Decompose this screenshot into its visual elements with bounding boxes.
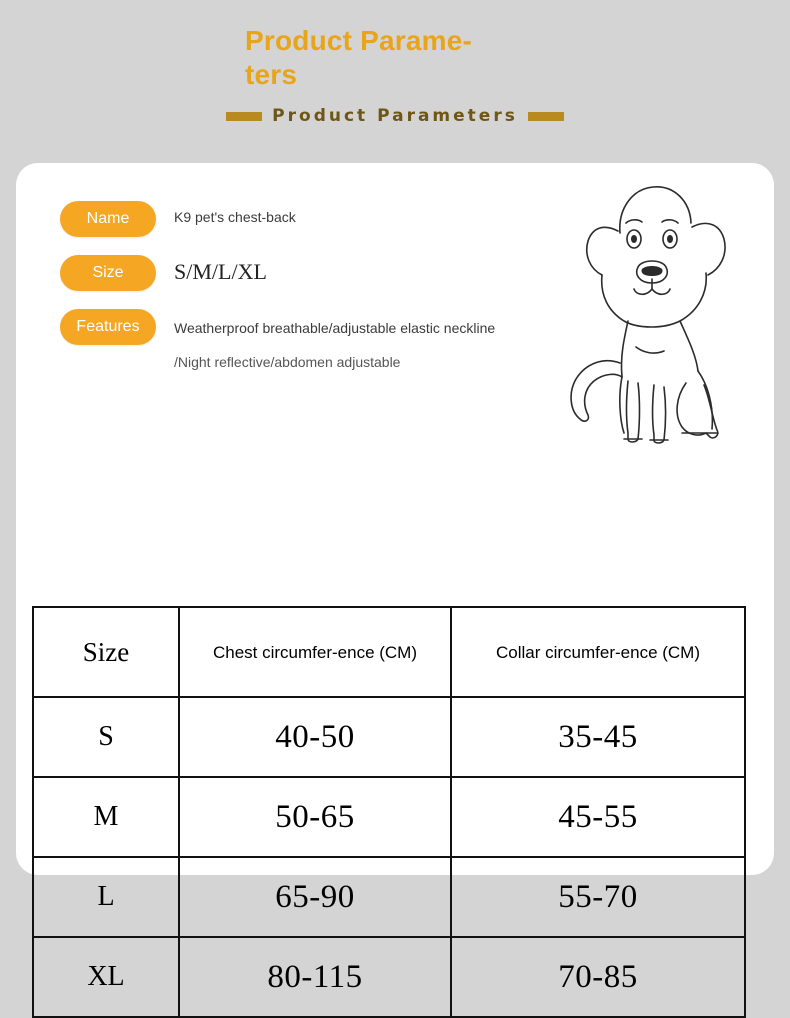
spec-value-size: S/M/L/XL xyxy=(174,259,267,284)
cell-chest-xl: 80-115 xyxy=(179,937,451,1017)
table-row xyxy=(33,857,745,937)
cell-collar-m: 45-55 xyxy=(451,777,745,857)
cell-chest-l: 65-90 xyxy=(179,857,451,937)
cell-collar-xl: 70-85 xyxy=(451,937,745,1017)
subtitle-row xyxy=(0,106,790,126)
header-collar: Collar circumfer-ence (CM) xyxy=(451,607,745,697)
spec-row-name xyxy=(60,201,620,237)
spec-list xyxy=(60,201,620,397)
table-row xyxy=(33,697,745,777)
spec-row-size xyxy=(60,255,620,291)
cell-collar-s: 35-45 xyxy=(451,697,745,777)
spec-value-features xyxy=(174,309,495,379)
page-header xyxy=(0,0,790,126)
spec-value-name: K9 pet's chest-back xyxy=(174,209,296,225)
size-table xyxy=(32,606,746,1018)
size-table-wrap xyxy=(32,606,744,1018)
subtitle-bar-left-icon xyxy=(226,112,262,121)
spec-value-features-line1: Weatherproof breathable/adjustable elastic neckline xyxy=(174,320,496,336)
cell-collar-l: 55-70 xyxy=(451,857,745,937)
table-row xyxy=(33,777,745,857)
cell-size-m: M xyxy=(33,777,179,857)
spec-row-features xyxy=(60,309,620,379)
header-chest: Chest circumfer-ence (CM) xyxy=(179,607,451,697)
subtitle-bar-right-icon xyxy=(528,112,564,121)
cell-size-l: L xyxy=(33,857,179,937)
page-title: Product Parame-ters xyxy=(245,25,473,90)
header-size: Size xyxy=(33,607,179,697)
cell-chest-m: 50-65 xyxy=(179,777,451,857)
parameters-card xyxy=(16,163,774,995)
dog-line-drawing-icon xyxy=(558,171,748,461)
cell-size-s: S xyxy=(33,697,179,777)
cell-chest-s: 40-50 xyxy=(179,697,451,777)
cell-size-xl: XL xyxy=(33,937,179,1017)
table-header-row xyxy=(33,607,745,697)
table-row xyxy=(33,937,745,1017)
spec-label-name: Name xyxy=(60,201,156,237)
spec-label-features: Features xyxy=(60,309,156,345)
spec-label-size: Size xyxy=(60,255,156,291)
subtitle-text: Product Parameters xyxy=(272,106,518,126)
spec-value-features-line2: /Night reflective/abdomen adjustable xyxy=(174,354,401,370)
